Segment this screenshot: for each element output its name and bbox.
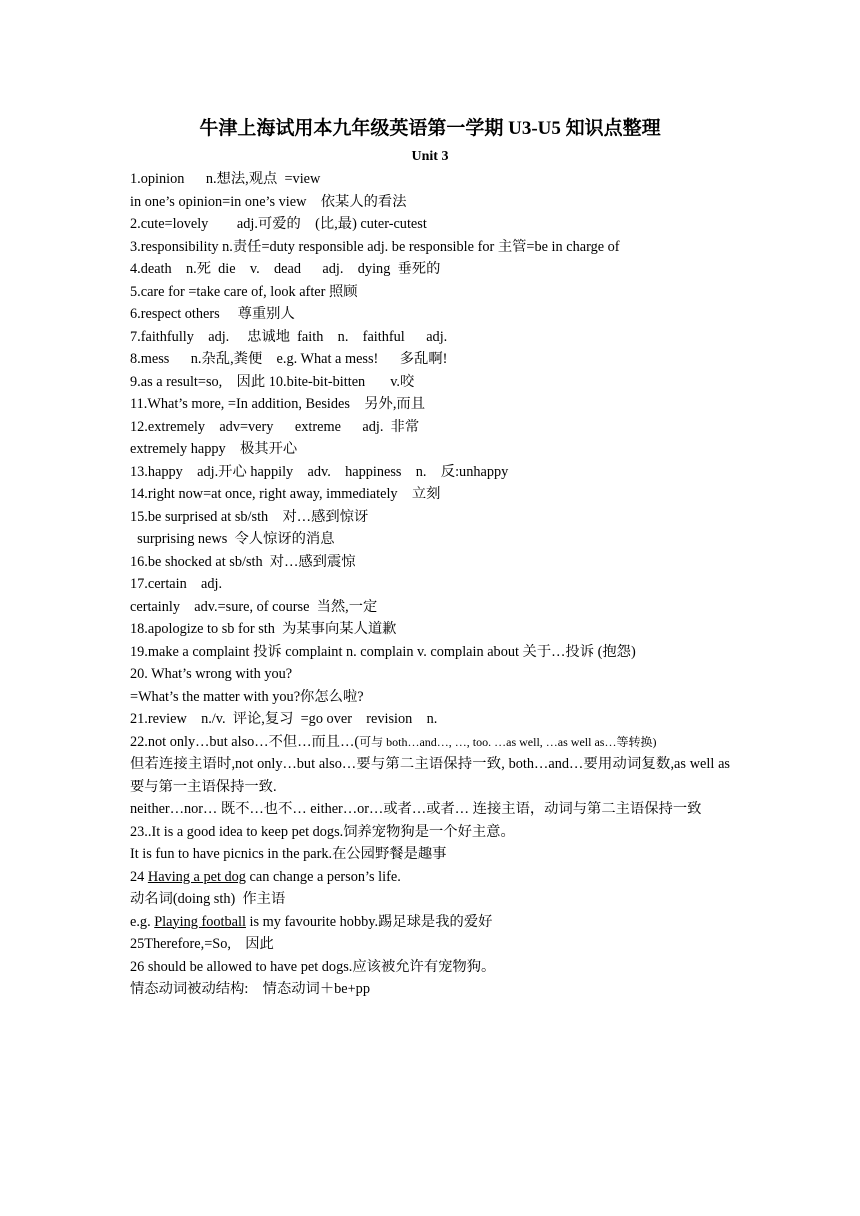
note-line xyxy=(130,731,730,754)
note-line: =What’s the matter with you?你怎么啦? xyxy=(130,688,364,705)
unit-heading: Unit 3 xyxy=(411,149,449,164)
note-line: 11.What’s more, =In addition, Besides 另外,而且 xyxy=(130,396,426,412)
note-line xyxy=(130,866,730,889)
note-prefix: 24 xyxy=(130,868,148,885)
note-line: 8.mess n.杂乱,粪便 e.g. What a mess! 多乱啊! xyxy=(130,351,448,367)
note-line: neither…nor… 既不…也不… either…or…或者…或者… 连接主语，动词与第二主语保持一致 xyxy=(130,801,702,817)
note-line: 3.responsibility n.责任=duty responsible adj. be responsible for 主管=be in charge of xyxy=(130,238,620,255)
note-line: 17.certain adj. xyxy=(130,576,223,592)
note-line: 21.review n./v. 评论,复习 =go over revision n. xyxy=(130,711,438,727)
note-line: 25Therefore,=So, 因此 xyxy=(130,936,274,952)
note-line: 7.faithfully adj. 忠诚地 faith n. faithful adj. xyxy=(130,328,448,345)
note-line-main: 22.not only…but also…不但…而且…( xyxy=(130,733,360,750)
note-line: It is fun to have picnics in the park.在公园野餐是趣事 xyxy=(130,846,447,862)
note-line: 9.as a result=so, 因此 10.bite-bit-bitten v.咬 xyxy=(130,373,415,390)
note-line: 26 should be allowed to have pet dogs.应该被允许有宠物狗。 xyxy=(130,958,496,975)
note-line: 15.be surprised at sb/sth 对…感到惊讶 xyxy=(130,508,369,525)
note-line: certainly adv.=sure, of course 当然,一定 xyxy=(130,598,378,615)
note-line-small: 可与 both…and…, …, too. …as well, …as well as…等转换) xyxy=(359,734,657,749)
note-line: 18.apologize to sb for sth 为某事向某人道歉 xyxy=(130,621,397,637)
document-title: 牛津上海试用本九年级英语第一学期 U3-U5 知识点整理 xyxy=(199,118,661,139)
note-prefix: e.g. xyxy=(130,913,155,930)
note-line: surprising news 令人惊讶的消息 xyxy=(130,531,335,547)
underlined-phrase: Having a pet dog xyxy=(147,868,246,885)
note-suffix: is my favourite hobby.踢足球是我的爱好 xyxy=(245,913,493,930)
underlined-phrase: Playing football xyxy=(154,913,246,930)
note-line: 但若连接主语时,not only…but also…要与第二主语保持一致, both…and…要用动词复数,as well as 要与第一主语保持一致. xyxy=(130,756,730,795)
note-line: 情态动词被动结构: 情态动词＋be+pp xyxy=(130,981,370,997)
note-line: 13.happy adj.开心 happily adv. happiness n. 反:unhappy xyxy=(130,463,509,480)
note-line: 5.care for =take care of, look after 照顾 xyxy=(130,283,358,300)
note-line: 动名词(doing sth) 作主语 xyxy=(130,891,286,907)
note-line: 1.opinion n.想法,观点 =view xyxy=(130,171,321,187)
note-line: 16.be shocked at sb/sth 对…感到震惊 xyxy=(130,553,356,570)
note-line: 12.extremely adv=very extreme adj. 非常 xyxy=(130,418,420,435)
note-line: 19.make a complaint 投诉 complaint n. complain v. complain about 关于…投诉 (抱怨) xyxy=(130,643,636,660)
notes-body xyxy=(130,168,730,1001)
note-line: in one’s opinion=in one’s view 依某人的看法 xyxy=(130,193,407,210)
note-suffix: can change a person’s life. xyxy=(245,868,401,885)
note-line: 20. What’s wrong with you? xyxy=(130,666,293,682)
note-line: 23..It is a good idea to keep pet dogs.饲养宠物狗是一个好主意。 xyxy=(130,823,515,840)
note-line: 4.death n.死 die v. dead adj. dying 垂死的 xyxy=(130,261,441,277)
document-page xyxy=(130,113,730,1001)
note-line: 2.cute=lovely adj.可爱的 (比,最) cuter-cutest xyxy=(130,216,427,232)
note-line: 6.respect others 尊重别人 xyxy=(130,306,295,322)
note-line: extremely happy 极其开心 xyxy=(130,441,298,457)
note-line xyxy=(130,911,730,934)
note-line: 14.right now=at once, right away, immediately 立刻 xyxy=(130,486,441,502)
